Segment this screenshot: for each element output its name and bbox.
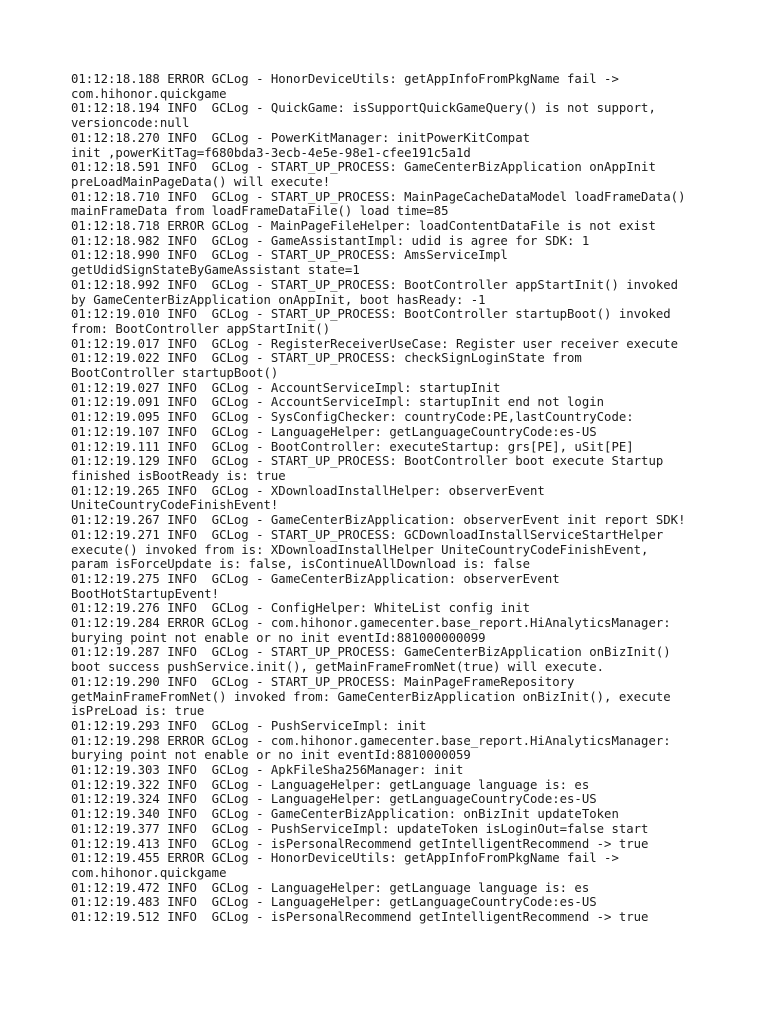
log-line: init ,powerKitTag=f680bda3-3ecb-4e5e-98e1-cfee191c5a1d — [71, 145, 471, 160]
log-line: param isForceUpdate is: false, isContinueAllDownload is: false — [71, 557, 531, 572]
log-line: finished isBootReady is: true — [71, 468, 286, 483]
log-line: 01:12:18.188 ERROR GCLog - HonorDeviceUtils: getAppInfoFromPkgName fail -> — [71, 72, 619, 86]
log-line: 01:12:18.982 INFO GCLog - GameAssistantImpl: udid is agree for SDK: 1 — [71, 233, 590, 248]
log-line: UniteCountryCodeFinishEvent! — [71, 498, 279, 513]
log-line: 01:12:19.129 INFO GCLog - START_UP_PROCESS: BootController boot execute Startup — [71, 454, 664, 469]
log-line: 01:12:19.340 INFO GCLog - GameCenterBizApplication: onBizInit updateToken — [71, 807, 619, 822]
log-line: 01:12:19.271 INFO GCLog - START_UP_PROCESS: GCDownloadInstallServiceStartHelper — [71, 527, 664, 542]
log-line: 01:12:19.275 INFO GCLog - GameCenterBizApplication: observerEvent — [71, 571, 560, 586]
log-line: 01:12:19.107 INFO GCLog - LanguageHelper: getLanguageCountryCode:es-US — [71, 424, 597, 439]
log-line: 01:12:18.591 INFO GCLog - START_UP_PROCESS: GameCenterBizApplication onAppInit — [71, 160, 656, 175]
log-line: 01:12:19.293 INFO GCLog - PushServiceImpl: init — [71, 718, 427, 733]
log-line: 01:12:19.091 INFO GCLog - AccountServiceImpl: startupInit end not login — [71, 395, 605, 410]
log-line: from: BootController appStartInit() — [71, 321, 331, 336]
log-line: 01:12:19.377 INFO GCLog - PushServiceImpl: updateToken isLoginOut=false start — [71, 821, 649, 836]
log-line: mainFrameData from loadFrameDataFile() load time=85 — [71, 204, 449, 219]
log-line: com.hihonor.quickgame — [71, 86, 227, 101]
log-line: isPreLoad is: true — [71, 704, 205, 719]
log-line: 01:12:19.111 INFO GCLog - BootController: executeStartup: grs[PE], uSit[PE] — [71, 439, 634, 454]
log-line: 01:12:19.276 INFO GCLog - ConfigHelper: WhiteList config init — [71, 601, 531, 616]
log-line: 01:12:18.270 INFO GCLog - PowerKitManager: initPowerKitCompat — [71, 130, 531, 145]
log-line: BootController startupBoot() — [71, 366, 279, 381]
log-line: 01:12:18.194 INFO GCLog - QuickGame: isSupportQuickGameQuery() is not support, — [71, 101, 656, 116]
log-line: 01:12:19.284 ERROR GCLog - com.hihonor.gamecenter.base_report.HiAnalyticsManager: — [71, 616, 671, 631]
log-line: 01:12:19.290 INFO GCLog - START_UP_PROCESS: MainPageFrameRepository — [71, 674, 575, 689]
log-line: 01:12:19.413 INFO GCLog - isPersonalRecommend getIntelligentRecommend -> true — [71, 836, 649, 851]
log-line: com.hihonor.quickgame — [71, 865, 227, 880]
log-line: getUdidSignStateByGameAssistant state=1 — [71, 263, 360, 278]
log-line: 01:12:19.483 INFO GCLog - LanguageHelper: getLanguageCountryCode:es-US — [71, 895, 597, 910]
log-line: boot success pushService.init(), getMainFrameFromNet(true) will execute. — [71, 660, 605, 675]
log-line: 01:12:19.298 ERROR GCLog - com.hihonor.gamecenter.base_report.HiAnalyticsManager: — [71, 733, 671, 748]
log-line: versioncode:null — [71, 116, 190, 131]
log-line: 01:12:19.017 INFO GCLog - RegisterReceiverUseCase: Register user receiver execute — [71, 336, 679, 351]
log-line: burying point not enable or no init eventId:8810000059 — [71, 748, 471, 763]
log-line: 01:12:19.472 INFO GCLog - LanguageHelper: getLanguage language is: es — [71, 880, 590, 895]
log-line: preLoadMainPageData() will execute! — [71, 174, 331, 189]
log-line: 01:12:19.010 INFO GCLog - START_UP_PROCESS: BootController startupBoot() invoked — [71, 307, 671, 322]
log-line: burying point not enable or no init eventId:881000000099 — [71, 630, 486, 645]
log-line: 01:12:19.512 INFO GCLog - isPersonalRecommend getIntelligentRecommend -> true — [71, 910, 649, 925]
log-line: 01:12:18.992 INFO GCLog - START_UP_PROCESS: BootController appStartInit() invoked — [71, 277, 679, 292]
log-line: 01:12:19.303 INFO GCLog - ApkFileSha256Manager: init — [71, 763, 464, 778]
log-line: 01:12:18.990 INFO GCLog - START_UP_PROCESS: AmsServiceImpl — [71, 248, 508, 263]
log-line: 01:12:19.287 INFO GCLog - START_UP_PROCESS: GameCenterBizApplication onBizInit() — [71, 645, 671, 660]
log-line: 01:12:18.718 ERROR GCLog - MainPageFileHelper: loadContentDataFile is not exist — [71, 219, 656, 234]
log-line: execute() invoked from is: XDownloadInstallHelper UniteCountryCodeFinishEvent, — [71, 542, 649, 557]
log-line: 01:12:19.267 INFO GCLog - GameCenterBizApplication: observerEvent init report SDK! — [71, 513, 686, 528]
log-line: 01:12:19.265 INFO GCLog - XDownloadInstallHelper: observerEvent — [71, 483, 545, 498]
log-line: 01:12:19.022 INFO GCLog - START_UP_PROCESS: checkSignLoginState from — [71, 351, 582, 366]
log-line: BootHotStartupEvent! — [71, 586, 220, 601]
log-line: getMainFrameFromNet() invoked from: GameCenterBizApplication onBizInit(), execute — [71, 689, 671, 704]
log-text-block — [71, 72, 711, 925]
log-line: 01:12:19.095 INFO GCLog - SysConfigChecker: countryCode:PE,lastCountryCode: — [71, 410, 634, 425]
log-line: 01:12:19.455 ERROR GCLog - HonorDeviceUtils: getAppInfoFromPkgName fail -> — [71, 851, 619, 866]
log-line: 01:12:18.710 INFO GCLog - START_UP_PROCESS: MainPageCacheDataModel loadFrameData() — [71, 189, 686, 204]
log-line: by GameCenterBizApplication onAppInit, boot hasReady: -1 — [71, 292, 486, 307]
log-line: 01:12:19.324 INFO GCLog - LanguageHelper: getLanguageCountryCode:es-US — [71, 792, 597, 807]
log-line: 01:12:19.027 INFO GCLog - AccountServiceImpl: startupInit — [71, 380, 501, 395]
log-line: 01:12:19.322 INFO GCLog - LanguageHelper: getLanguage language is: es — [71, 777, 590, 792]
